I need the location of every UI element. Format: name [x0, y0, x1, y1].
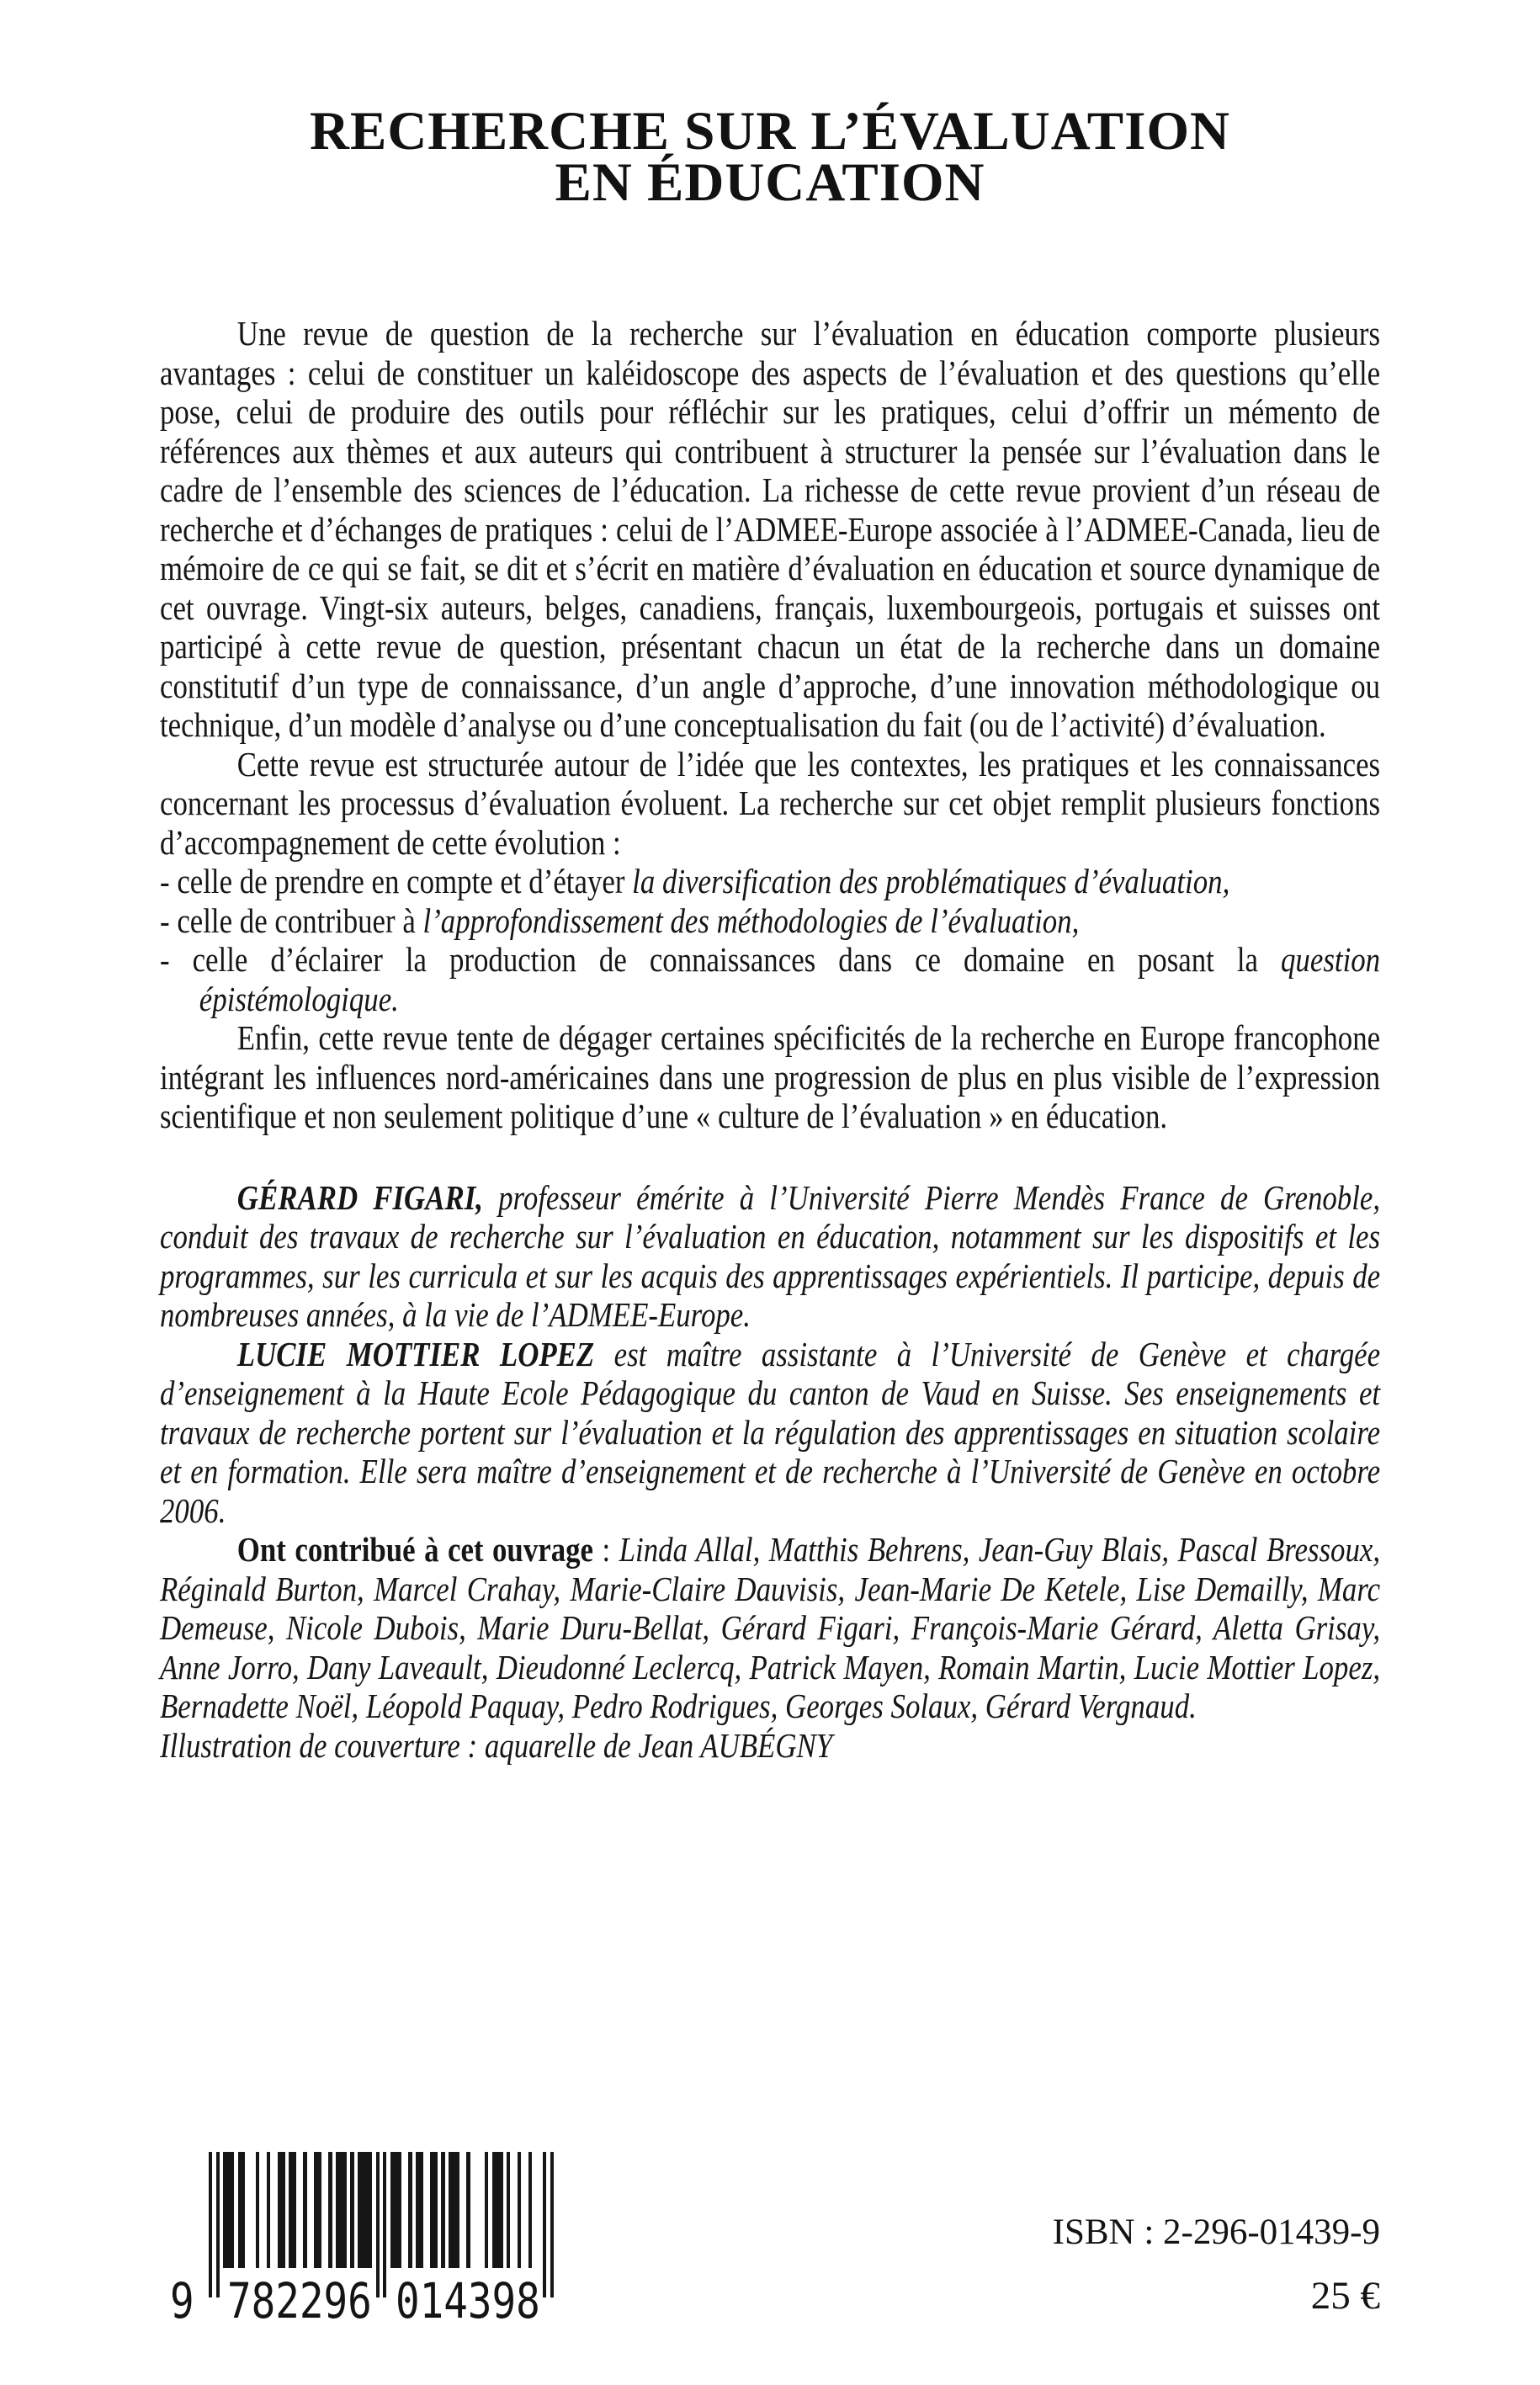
- barcode-bar: [528, 2152, 532, 2268]
- isbn-price-block: [1053, 2212, 1380, 2317]
- bullet-lead: - celle d’éclairer la production de connaissances dans ce domaine en posant la: [160, 940, 1282, 979]
- barcode-bar: [441, 2152, 444, 2268]
- contributors-names: Linda Allal, Matthis Behrens, Jean-Guy Blais, Pascal Bressoux, Réginald Burton, Marcel Crahay, Marie-Claire Dauvisis, Jean-Marie De Ketele, Lise Demailly, Marc Demeuse, Nicole Dubois, Marie Duru-Bellat, Gérard Figari, François-Marie Gérard, Aletta Grisay, Anne Jorro, Dany Laveault, Dieudonné Leclercq, Patrick Mayen, Romain Martin, Lucie Mottier Lopez, Bernadette Noël, Léopold Paquay, Pedro Rodrigues, Georges Solaux, Gérard Vergnaud.: [160, 1530, 1381, 1725]
- barcode-bar: [408, 2152, 412, 2268]
- barcode-bar: [383, 2152, 386, 2297]
- barcode-bar: [267, 2152, 270, 2268]
- barcode-bar: [358, 2152, 372, 2268]
- author-bio-figari: [160, 1178, 1380, 1335]
- authors-section: [160, 1178, 1380, 1726]
- bullet-lead: - celle de contribuer à: [160, 900, 423, 940]
- barcode-bar: [543, 2152, 546, 2297]
- barcode-bar: [492, 2152, 503, 2268]
- barcode-bar: [223, 2152, 234, 2268]
- bullet-item-diversification: [160, 862, 1380, 901]
- barcode-digits-right: 014398: [396, 2272, 540, 2329]
- barcode-bar: [336, 2152, 347, 2268]
- author-bio-mottier-lopez-text: est maître assistante à l’Université de Genève et chargée d’enseignement à la Haute Ecole Pédagogique du canton de Vaud en Suisse. Ses enseignements et travaux de recherche portent sur l’évaluation et la régulation des apprentissages en situation scolaire et en formation. Elle sera maître d’enseignement et de recherche à l’Université de Genève en octobre 2006.: [160, 1334, 1381, 1530]
- contributors-separator: :: [593, 1530, 619, 1569]
- bullet-item-epistemologique: [160, 940, 1380, 1018]
- barcode-bar: [466, 2152, 470, 2268]
- barcode-bar: [550, 2152, 554, 2297]
- barcode-bar: [314, 2152, 321, 2268]
- ean13-barcode: [170, 2152, 554, 2329]
- cover-illustration-credit: Illustration de couverture : aquarelle de Jean AUBÉGNY: [160, 1725, 833, 1765]
- barcode-bar: [216, 2152, 220, 2297]
- barcode-bar: [328, 2152, 332, 2268]
- author-name-mottier-lopez: LUCIE MOTTIER LOPEZ: [236, 1334, 595, 1373]
- barcode-bar: [507, 2152, 510, 2268]
- barcode-digits-left: 782296: [227, 2272, 372, 2329]
- bullet-emphasis: question épistémologique.: [199, 940, 1381, 1018]
- barcode-bar: [350, 2152, 353, 2268]
- author-bio-mottier-lopez: [160, 1335, 1380, 1531]
- author-bio-figari-text: professeur émérite à l’Université Pierre Mendès France de Grenoble, conduit des travaux de recherche sur l’évaluation en éducation, notamment sur les dispositifs et les programmes, sur les curricula et sur les acquis des apprentissages expérientiels. Il participe, depuis de nombreuses années, à la vie de l’ADMEE-Europe.: [160, 1177, 1381, 1334]
- price-label: 25 €: [1310, 2274, 1380, 2318]
- title-line-2: EN ÉDUCATION: [555, 152, 985, 213]
- barcode-bar: [416, 2152, 423, 2268]
- barcode-bar: [430, 2152, 438, 2268]
- barcode-bar: [485, 2152, 488, 2268]
- intro-paragraph: Une revue de question de la recherche sur l’évaluation en éducation comporte plusieurs avantages : celui de constituer un kaléidoscope des aspects de l’évaluation et des questions qu’elle pose, celui de produire des outils pour réfléchir sur les pratiques, celui d’offrir un mémento de références aux thèmes et aux auteurs qui contribuent à structurer la pensée sur l’évaluation dans le cadre de l’ensemble des sciences de l’éducation. La richesse de cette revue provient d’un réseau de recherche et d’échanges de pratiques : celui de l’ADMEE-Europe associée à l’ADMEE-Canada, lieu de mémoire de ce qui se fait, se dit et s’écrit en matière d’évaluation en éducation et source dynamique de cet ouvrage. Vingt-six auteurs, belges, canadiens, français, luxembourgeois, portugais et suisses ont participé à cette revue de question, présentant chacun un état de la recherche dans un domaine constitutif d’un type de connaissance, d’un angle d’approche, d’une innovation méthodologique ou technique, d’un modèle d’analyse ou d’une conceptualisation du fait (ou de l’activité) d’évaluation.: [160, 314, 1381, 744]
- barcode-bar: [376, 2152, 380, 2297]
- barcode-bar: [449, 2152, 459, 2268]
- text-column: [160, 314, 1380, 1765]
- structure-paragraph: Cette revue est structurée autour de l’idée que les contextes, les pratiques et les connaissances concernant les processus d’évaluation évoluent. La recherche sur cet objet remplit plusieurs fonctions d’accompagnement de cette évolution :: [160, 744, 1381, 862]
- barcode-bar: [238, 2152, 246, 2268]
- book-title: [0, 101, 1540, 213]
- barcode-bar: [390, 2152, 401, 2268]
- bullet-emphasis: l’approfondissement des méthodologies de l’évaluation,: [422, 900, 1080, 940]
- isbn-label: ISBN : 2-296-01439-9: [1052, 2212, 1380, 2252]
- bullet-lead: - celle de prendre en compte et d’étayer: [160, 862, 633, 900]
- barcode-bar: [278, 2152, 285, 2268]
- barcode-digit-leading: 9: [170, 2272, 194, 2329]
- bullet-emphasis: la diversification des problématiques d’évaluation,: [632, 862, 1230, 900]
- conclusion-paragraph: Enfin, cette revue tente de dégager certaines spécificités de la recherche en Europe francophone intégrant les influences nord-américaines dans une progression de plus en plus visible de l’expression scientifique et non seulement politique d’une « culture de l’évaluation » en éducation.: [160, 1018, 1381, 1135]
- author-name-figari: GÉRARD FIGARI,: [236, 1177, 483, 1217]
- barcode-bar: [289, 2152, 296, 2268]
- bullet-item-methodologies: [160, 901, 1380, 941]
- barcode-bar: [256, 2152, 259, 2268]
- barcode-bar: [209, 2152, 212, 2297]
- barcode-bar: [303, 2152, 306, 2268]
- contributors-paragraph: [160, 1530, 1380, 1726]
- barcode-bar: [518, 2152, 521, 2268]
- title-line-1: RECHERCHE SUR L’ÉVALUATION: [310, 101, 1230, 162]
- contributors-lead: Ont contribué à cet ouvrage: [236, 1530, 594, 1569]
